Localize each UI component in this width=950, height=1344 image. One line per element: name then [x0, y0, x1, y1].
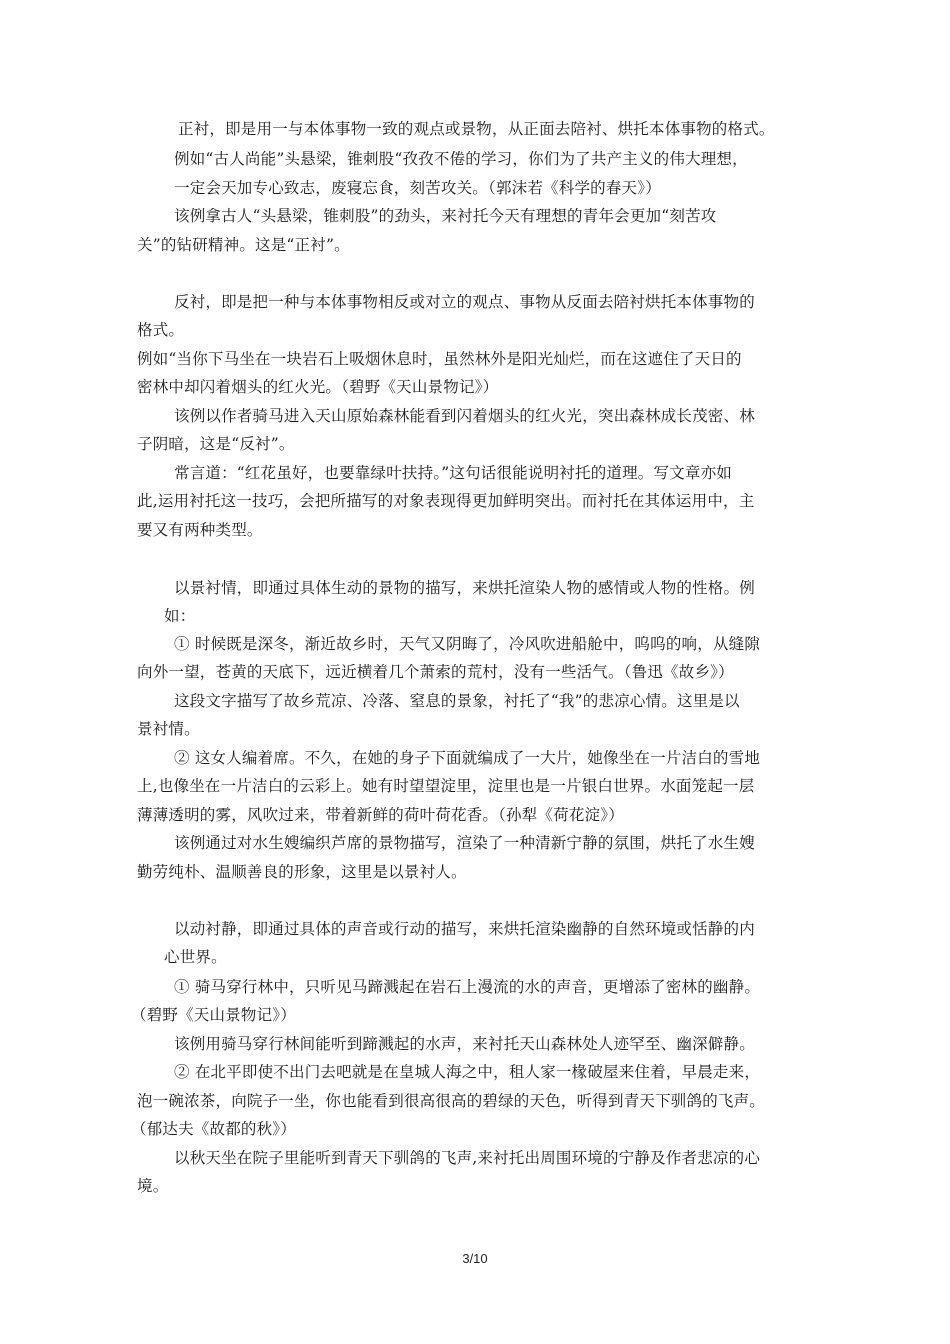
text-line: ① 时候既是深冬，渐近故乡时，天气又阴晦了，冷风吹进船舱中，呜呜的响，从缝隙 [174, 635, 761, 653]
text-line: 心世界。 [164, 948, 227, 966]
text-line: 向外一望，苍黄的天底下，远近横着几个萧索的荒村，没有一些活气。（鲁迅《故乡》） [137, 663, 734, 681]
text-line: ① 骑马穿行林中，只听见马蹄溅起在岩石上漫流的水的声音，更增添了密林的幽静。 [174, 978, 761, 996]
text-line: 景衬情。 [137, 720, 200, 738]
text-line: 以动衬静，即通过具体的声音或行动的描写，来烘托渲染幽静的自然环境或恬静的内 [174, 920, 755, 938]
text-line: 该例以作者骑马进入天山原始森林能看到闪着烟头的红火光，突出森林成长茂密、林 [174, 407, 755, 425]
text-line: 如： [164, 607, 196, 625]
text-line: 这段文字描写了故乡荒凉、冷落、窒息的景象，衬托了“我”的悲凉心情。这里是以 [174, 692, 740, 710]
text-line: 薄薄透明的雾，风吹过来，带着新鲜的荷叶荷花香。（孙犁《荷花淀》） [137, 806, 624, 824]
text-line: 勤劳纯朴、温顺善良的形象，这里是以景衬人。 [137, 863, 467, 881]
text-line: 常言道：“红花虽好，也要靠绿叶扶持。”这句话很能说明衬托的道理。写文章亦如 [174, 464, 733, 482]
text-line: 子阴暗，这是“反衬”。 [137, 435, 295, 453]
text-line: 密林中却闪着烟头的红火光。（碧野《天山景物记》） [137, 378, 499, 396]
text-line: 一定会天加专心致志，废寝忘食，刻苦攻关。（郭沫若《科学的春天》） [174, 179, 661, 197]
text-line: 例如“古人尚能”头悬梁，锥刺股“孜孜不倦的学习，你们为了共产主义的伟大理想， [174, 150, 748, 168]
text-line: 要又有两种类型。 [137, 521, 263, 539]
text-line: 上,也像坐在一片洁白的云彩上。她有时望望淀里，淀里也是一片银白世界。水面笼起一层 [137, 777, 755, 795]
text-line: 以景衬情，即通过具体生动的景物的描写，来烘托渲染人物的感情或人物的性格。例 [174, 579, 755, 597]
text-line: 以秋天坐在院子里能听到青天下驯鸽的飞声,来衬托出周围环境的宁静及作者悲凉的心 [174, 1149, 761, 1167]
text-line: 该例拿古人“头悬梁，锥刺股”的劲头，来衬托今天有理想的青年会更加“刻苦攻 [174, 207, 717, 225]
text-line: 该例通过对水生嫂编织芦席的景物描写，渲染了一种清新宁静的氛围，烘托了水生嫂 [174, 834, 755, 852]
text-line: 例如“当你下马坐在一块岩石上吸烟休息时，虽然林外是阳光灿烂，而在这遮住了天日的 [137, 350, 742, 368]
page-number: 3/10 [462, 1251, 488, 1266]
text-line: 关”的钻研精神。这是“正衬”。 [137, 236, 350, 254]
text-line: （碧野《天山景物记》） [131, 1006, 296, 1024]
text-line: 该例用骑马穿行林间能听到蹄溅起的水声，来衬托天山森林处人迹罕至、幽深僻静。 [174, 1035, 755, 1053]
text-line: 格式。 [137, 321, 185, 339]
text-line: 此,运用衬托这一技巧，会把所描写的对象表现得更加鲜明突出。而衬托在其体运用中，主 [137, 492, 755, 510]
text-line: 反衬，即是把一种与本体事物相反或对立的观点、事物从反面去陪衬烘托本体事物的 [174, 293, 755, 311]
text-line: ② 这女人编着席。不久，在她的身子下面就编成了一大片，她像坐在一片洁白的雪地 [174, 749, 761, 767]
text-line: 泡一碗浓茶，向院子一坐，你也能看到很高很高的碧绿的天色，听得到青天下驯鸽的飞声。 [137, 1092, 766, 1110]
text-line: 正衬，即是用一与本体事物一致的观点或景物，从正面去陪衬、烘托本体事物的格式。 [178, 120, 775, 138]
text-line: （郁达夫《故都的秋》） [131, 1120, 296, 1138]
text-line: 境。 [137, 1177, 169, 1195]
text-line: ② 在北平即使不出门去吧就是在皇城人海之中，租人家一椽破屋来住着，早晨走来， [174, 1063, 761, 1081]
